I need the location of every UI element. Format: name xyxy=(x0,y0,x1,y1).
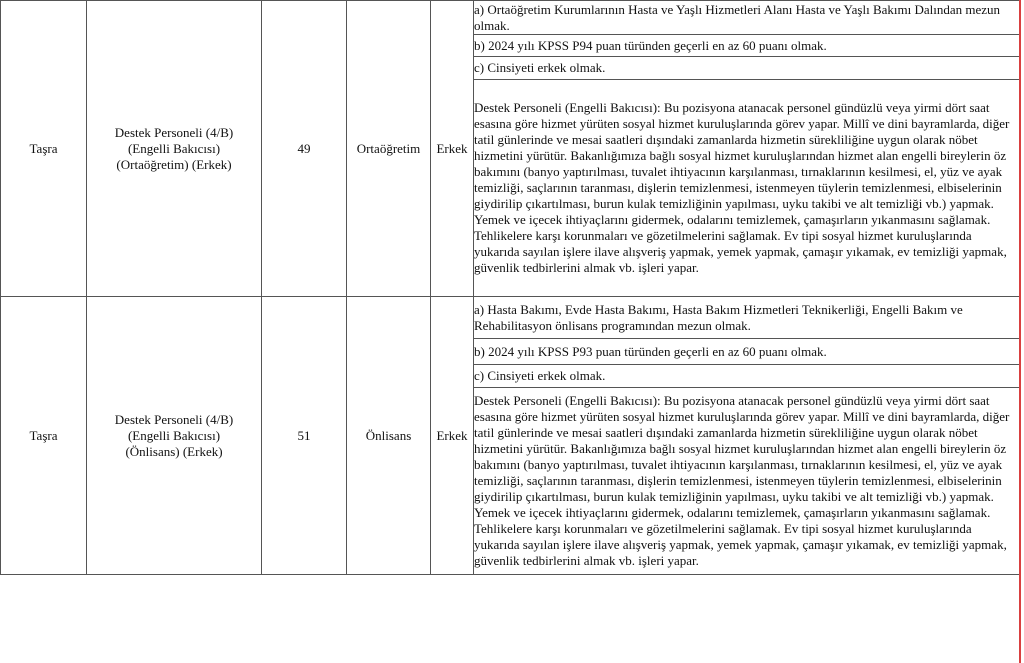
cell-ogrenim: Önlisans xyxy=(347,297,431,575)
job-description: Destek Personeli (Engelli Bakıcısı): Bu pozisyona atanacak personel gündüzlü veya yirmi dört saat esasına göre hizmet yürüten sosyal hizmet kuruluşlarında görev yapar. Millî ve dini bayramlarda, diğer tatil günlerinde ve mesai saatleri dışındaki zamanlarda hizmetin sürekliliğine uygun olarak nöbet hizmetini yürütür. Bakanlığımıza bağlı sosyal hizmet kuruluşlarından hizmet alan engelli bireylerin öz bakımını (banyo yaptırılması, tuvalet ihtiyacının karşılanması, tırnaklarının kesilmesi, el, yüz ve ayak temizliği, saçlarının taranması, dişlerin temizlenmesi, istenmeyen tüylerin temizlenmesi, elbiselerinin giydirilip çıkartılması, burun kulak temizliğinin yapılması, uyku takibi ve alt temizliği vb.) yapmak. Yemek ve içecek ihtiyaçlarını gidermek, odalarını temizlemek, çamaşırların yıkanmasını sağlamak. Tehlikelere karşı korunmaları ve gözetilmelerini sağlamak. Ev tipi sosyal hizmet kuruluşlarında yukarıda sayılan işlere ilave alışveriş yapmak, yemek yapmak, çamaşır yıkamak, ev temizliği yapmak, güvenlik tedbirlerini almak vb. işleri yapar. xyxy=(474,80,1020,297)
cell-il: Taşra xyxy=(1,297,87,575)
table-row xyxy=(1,1,1020,35)
requirement-b: b) 2024 yılı KPSS P94 puan türünden geçerli en az 60 puanı olmak. xyxy=(474,35,1020,57)
cell-ogrenim: Ortaöğretim xyxy=(347,1,431,297)
requirement-b: b) 2024 yılı KPSS P93 puan türünden geçerli en az 60 puanı olmak. xyxy=(474,339,1020,365)
job-description: Destek Personeli (Engelli Bakıcısı): Bu pozisyona atanacak personel gündüzlü veya yirmi dört saat esasına göre hizmet yürüten sosyal hizmet kuruluşlarında görev yapar. Millî ve dini bayramlarda, diğer tatil günlerinde ve mesai saatleri dışındaki zamanlarda hizmetin sürekliliğine uygun olarak nöbet hizmetini yürütür. Bakanlığımıza bağlı sosyal hizmet kuruluşlarından hizmet alan engelli bireylerin öz bakımını (banyo yaptırılması, tuvalet ihtiyacının karşılanması, tırnaklarının kesilmesi, el, yüz ve ayak temizliği, saçlarının taranması, dişlerin temizlenmesi, istenmeyen tüylerin temizlenmesi, elbiselerinin giydirilip çıkartılması, burun kulak temizliğinin yapılması, uyku takibi ve alt temizliği vb.) yapmak. Yemek ve içecek ihtiyaçlarını gidermek, odalarını temizlemek, çamaşırların yıkanmasını sağlamak. Tehlikelere karşı korunmaları ve gözetilmelerini sağlamak. Ev tipi sosyal hizmet kuruluşlarında yukarıda sayılan işlere ilave alışveriş yapmak, yemek yapmak, çamaşır yıkamak, ev temizliği yapmak, güvenlik tedbirlerini almak vb. işleri yapar. xyxy=(474,388,1020,575)
requirement-a: a) Ortaöğretim Kurumlarının Hasta ve Yaşlı Hizmetleri Alanı Hasta ve Yaşlı Bakımı Dalından mezun olmak. xyxy=(474,1,1020,35)
requirement-a: a) Hasta Bakımı, Evde Hasta Bakımı, Hasta Bakım Hizmetleri Teknikerliği, Engelli Bakım ve Rehabilitasyon önlisans programından mezun olmak. xyxy=(474,297,1020,339)
cell-sayi: 51 xyxy=(262,297,347,575)
cell-sayi: 49 xyxy=(262,1,347,297)
cell-cinsiyet: Erkek xyxy=(431,297,474,575)
cell-unvan: Destek Personeli (4/B) (Engelli Bakıcısı) (Önlisans) (Erkek) xyxy=(87,297,262,575)
cell-cinsiyet: Erkek xyxy=(431,1,474,297)
requirement-c: c) Cinsiyeti erkek olmak. xyxy=(474,57,1020,80)
page-edge-line xyxy=(1019,0,1021,663)
requirement-c: c) Cinsiyeti erkek olmak. xyxy=(474,365,1020,388)
cell-il: Taşra xyxy=(1,1,87,297)
cell-unvan: Destek Personeli (4/B) (Engelli Bakıcısı) (Ortaöğretim) (Erkek) xyxy=(87,1,262,297)
table-row xyxy=(1,297,1020,339)
